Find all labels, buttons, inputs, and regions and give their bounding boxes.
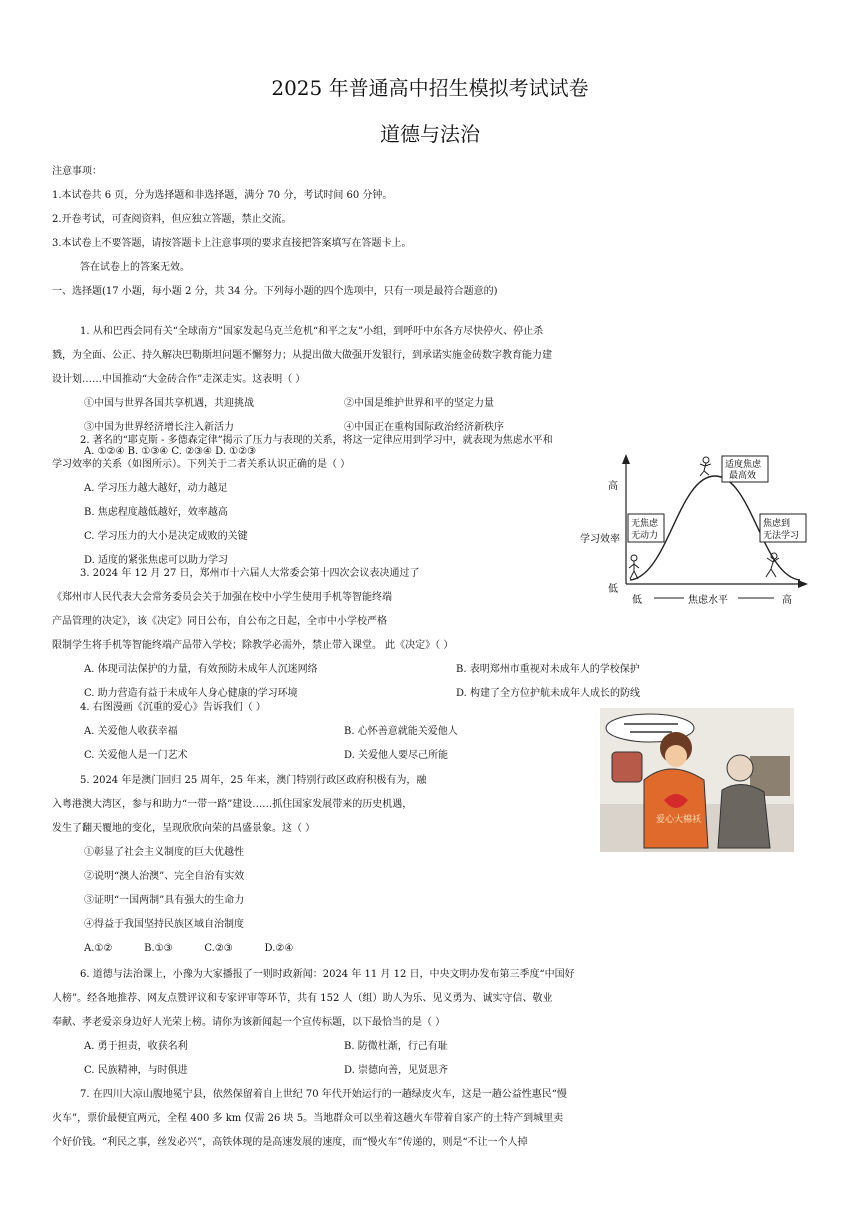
right-label-line: 焦虑到	[763, 519, 791, 529]
answer-option: C. 助力营造有益于未成年人身心健康的学习环境	[84, 688, 298, 699]
running-figure-icon	[700, 457, 711, 476]
question-6	[52, 963, 812, 1083]
answer-option: B. 焦虑程度越低越好，效率越高	[84, 507, 228, 518]
section-heading: 一、选择题(17 小题，每小题 2 分，共 34 分。下列每小题的四个选项中，只有一项是最符合题意的)	[52, 286, 498, 297]
question-3	[52, 562, 812, 706]
notice-heading: 注意事项：	[52, 166, 102, 177]
x-axis-low-label: 低	[632, 595, 642, 606]
question-stem-line: 3. 2024 年 12 月 27 日，郑州市十六届人大常委会第十四次会议表决通过了	[80, 568, 420, 579]
x-axis-high-label: 高	[782, 595, 792, 606]
answer-option: B. 防微杜渐，行己有耻	[344, 1041, 448, 1052]
answer-option: A. 体现司法保护的力量，有效预防未成年人沉迷网络	[84, 664, 318, 675]
answer-option: D. 适度的紧张焦虑可以助力学习	[84, 555, 229, 566]
question-stem-line: 人榜”。经各地推荐、网友点赞评议和专家评审等环节，共有 152 人（组）助人为乐、见义勇为、诚实守信、敬业	[52, 993, 553, 1004]
question-stem-line: 7. 在四川大凉山腹地冕宁县，依然保留着自上世纪 70 年代开始运行的一趟绿皮火车，这是一趟公益性惠民“慢	[80, 1089, 567, 1100]
exam-title: 2025 年普通高中招生模拟考试试卷	[271, 76, 589, 100]
answer-option: D. 构建了全方位护航未成年人成长的防线	[456, 688, 641, 699]
question-stem-line: 戮，为全面、公正、持久解决巴勒斯坦问题不懈努力；从提出做大做强开发银行，到承诺实施金砖数字教育能力建	[52, 350, 552, 361]
statement-option: ④得益于我国坚持民族区域自治制度	[84, 919, 244, 930]
answer-option: C. 学习压力的大小是决定成败的关键	[84, 531, 248, 542]
question-stem-line: 《郑州市人民代表大会常务委员会关于加强在校中小学生使用手机等智能终端	[52, 592, 392, 603]
notice-item: 3.本试卷上不要答题，请按答题卡上注意事项的要求直接把答案填写在答题卡上。	[52, 238, 412, 249]
left-label-line: 无动力	[631, 531, 659, 541]
answer-option: D. 崇德向善，见贤思齐	[344, 1065, 449, 1076]
answer-option: A. 学习压力越大越好，动力越足	[84, 483, 228, 494]
statement-option: ③中国为世界经济增长注入新活力	[84, 422, 234, 433]
statement-option: ①彰显了社会主义制度的巨大优越性	[84, 847, 244, 858]
x-axis-title: 焦虑水平	[688, 595, 728, 606]
question-stem-line: 1. 从和巴西会同有关“全球南方”国家发起乌克兰危机“和平之友”小组，到呼吁中东各方尽快停火、停止杀	[80, 326, 544, 337]
question-7	[52, 1083, 812, 1155]
statement-option: ④中国正在重构国际政治经济新秩序	[344, 422, 504, 433]
notice-item: 1.本试卷共 6 页，分为选择题和非选择题，满分 70 分，考试时间 60 分钟。	[52, 190, 393, 201]
answer-option: B. 表明郑州市重视对未成年人的学校保护	[456, 664, 640, 675]
question-stem-line: 奉献、孝老爱亲身边好人光荣上榜。请你为该新闻起一个宣传标题，以下最恰当的是（ ）	[52, 1017, 446, 1028]
question-stem-line: 火车”，票价最便宜两元，全程 400 多 km 仅需 26 块 5。当地群众可以坐着这趟火车带着自家产的土特产到城里卖	[52, 1113, 564, 1124]
answer-option: A. 关爱他人收获幸福	[84, 726, 178, 737]
answer-option: A. 勇于担责，收获名利	[84, 1041, 188, 1052]
question-stem-line: 5. 2024 年是澳门回归 25 周年，25 年来，澳门特别行政区政府积极有为，融	[80, 775, 427, 786]
answer-choices: A. ①②④ B. ①③④ C. ②③④ D. ①②③	[84, 446, 257, 457]
y-axis-low-label: 低	[608, 584, 618, 595]
answer-option: D. 关爱他人要尽己所能	[344, 750, 449, 761]
question-stem-line: 个好价钱。“利民之事，丝发必兴”，高铁体现的是高速发展的速度，而“慢火车”传递的，则是“不让一个人掉	[52, 1137, 528, 1148]
cartoon-caption: 爱心大棉袄	[656, 815, 702, 825]
answer-choices: A.①② B.①③ C.②③ D.②④	[84, 943, 294, 954]
question-stem-line: 发生了翻天覆地的变化，呈现欣欣向荣的昌盛景象。这（ ）	[52, 823, 316, 834]
y-axis-high-label: 高	[608, 481, 618, 492]
question-stem: 4. 右图漫画《沉重的爱心》告诉我们（ ）	[80, 702, 266, 713]
question-stem-line: 2. 著名的“耶克斯 - 多德森定律”揭示了压力与表现的关系，将这一定律应用到学习中，就表现为焦虑水平和	[80, 435, 553, 446]
peak-label-line: 最高效	[729, 471, 757, 481]
y-axis-title: 学习效率	[580, 534, 620, 545]
statement-option: ②说明“澳人治澳”、完全自治有实效	[84, 871, 245, 882]
question-stem-line: 限制学生将手机等智能终端产品带入学校；除教学必需外，禁止带入课堂。 此《决定》（ ）	[52, 640, 454, 651]
answer-option: C. 民族精神，与时俱进	[84, 1065, 188, 1076]
question-stem-line: 产品管理的决定》，该《决定》同日公布，自公布之日起，全市中小学校严格	[52, 616, 387, 627]
question-stem-line: 设计划……中国推动“大金砖合作”走深走实。这表明（ ）	[52, 374, 306, 385]
answer-option: C. 关爱他人是一门艺术	[84, 750, 188, 761]
left-label-line: 无焦虑	[631, 519, 659, 529]
right-label-line: 无法学习	[763, 531, 800, 541]
statement-option: ②中国是维护世界和平的坚定力量	[344, 398, 494, 409]
statement-option: ①中国与世界各国共享机遇，共迎挑战	[84, 398, 254, 409]
peak-label-line: 适度焦虑	[725, 460, 762, 470]
answer-option: B. 心怀善意就能关爱他人	[344, 726, 458, 737]
statement-option: ③证明“一国两制”具有强大的生命力	[84, 895, 245, 906]
notice-item: 2.开卷考试，可查阅资料，但应独立答题，禁止交流。	[52, 214, 292, 225]
exam-subject: 道德与法治	[380, 122, 480, 146]
question-5	[52, 769, 812, 961]
question-stem-line: 6. 道德与法治课上，小豫为大家播报了一则时政新闻：2024 年 11 月 12 日，中央文明办发布第三季度“中国好	[80, 969, 575, 980]
question-stem-line: 学习效率的关系（如图所示）。下列关于二者关系认识正确的是（ ）	[52, 459, 351, 470]
notice-item: 答在试卷上的答案无效。	[80, 262, 190, 273]
notice-section	[52, 160, 812, 304]
question-stem-line: 入粤港澳大湾区，参与和助力“一带一路”建设……抓住国家发展带来的历史机遇，	[52, 799, 413, 810]
